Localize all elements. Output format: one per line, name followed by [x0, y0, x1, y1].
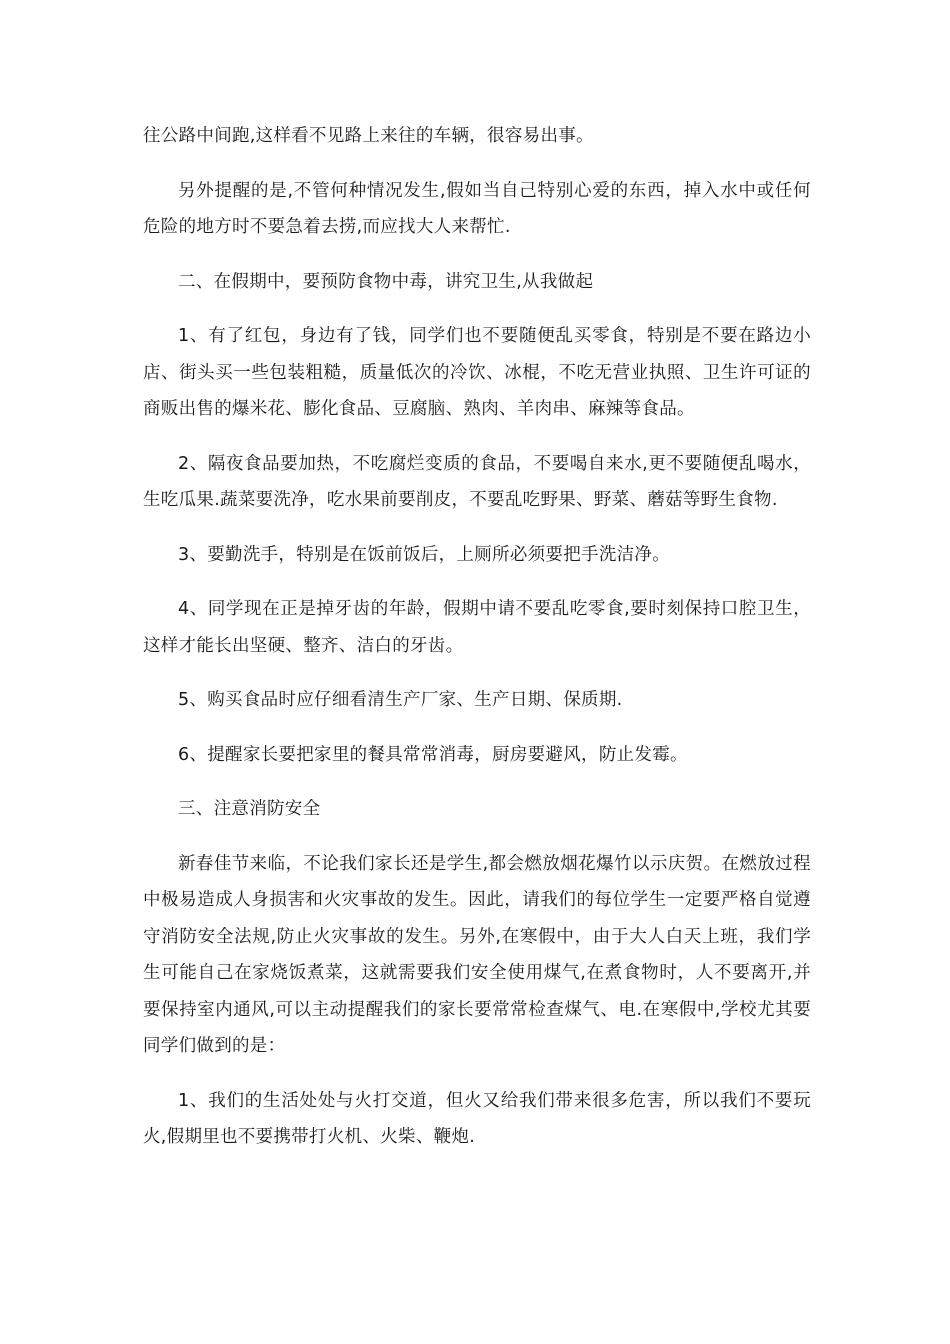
paragraph-continuation: 往公路中间跑,这样看不见路上来往的车辆，很容易出事。 [143, 126, 594, 146]
document-body [143, 118, 811, 1174]
section-heading-food-safety: 二、在假期中，要预防食物中毒，讲究卫生,从我做起 [178, 271, 594, 292]
section-heading-fire-safety: 三、注意消防安全 [178, 799, 321, 819]
paragraph-reminder: 另外提醒的是,不管何种情况发生,假如当自己特别心爱的东西，掉入水中或任何危险的地方时不要急着去捞,而应找大人来帮忙. [143, 180, 811, 237]
list-item-fire-1: 1、我们的生活处处与火打交道，但火又给我们带来很多危害，所以我们不要玩火,假期里也不要携带打火机、火柴、鞭炮. [143, 1090, 811, 1147]
list-item-food-5: 5、购买食品时应仔细看清生产厂家、生产日期、保质期. [178, 690, 623, 710]
paragraph-fire-safety: 新春佳节来临，不论我们家长还是学生,都会燃放烟花爆竹以示庆贺。在燃放过程中极易造成人身损害和火灾事故的发生。因此，请我们的每位学生一定要严格自觉遵守消防安全法规,防止火灾事故的发生。另外,在寒假中，由于大人白天上班，我们学生可能自己在家烧饭煮菜，这就需要我们安全使用煤气,在煮食物时，人不要离开,并要保持室内通风,可以主动提醒我们的家长要常常检查煤气、电.在寒假中,学校尤其要同学们做到的是： [143, 853, 811, 1056]
list-item-food-1: 1、有了红包，身边有了钱，同学们也不要随便乱买零食，特别是不要在路边小店、街头买一些包装粗糙，质量低次的冷饮、冰棍，不吃无营业执照、卫生许可证的商贩出售的爆米花、膨化食品、豆腐脑、熟肉、羊肉串、麻辣等食品。 [143, 326, 811, 419]
list-item-food-6: 6、提醒家长要把家里的餐具常常消毒，厨房要避风，防止发霉。 [178, 744, 688, 765]
list-item-food-2: 2、隔夜食品要加热，不吃腐烂变质的食品，不要喝自来水,更不要随便乱喝水，生吃瓜果.蔬菜要洗净，吃水果前要削皮，不要乱吃野果、野菜、蘑菇等野生食物. [143, 453, 811, 510]
list-item-food-3: 3、要勤洗手，特别是在饭前饭后，上厕所必须要把手洗洁净。 [178, 544, 671, 565]
list-item-food-4: 4、同学现在正是掉牙齿的年龄，假期中请不要乱吃零食,要时刻保持口腔卫生，这样才能长出坚硬、整齐、洁白的牙齿。 [143, 599, 811, 656]
